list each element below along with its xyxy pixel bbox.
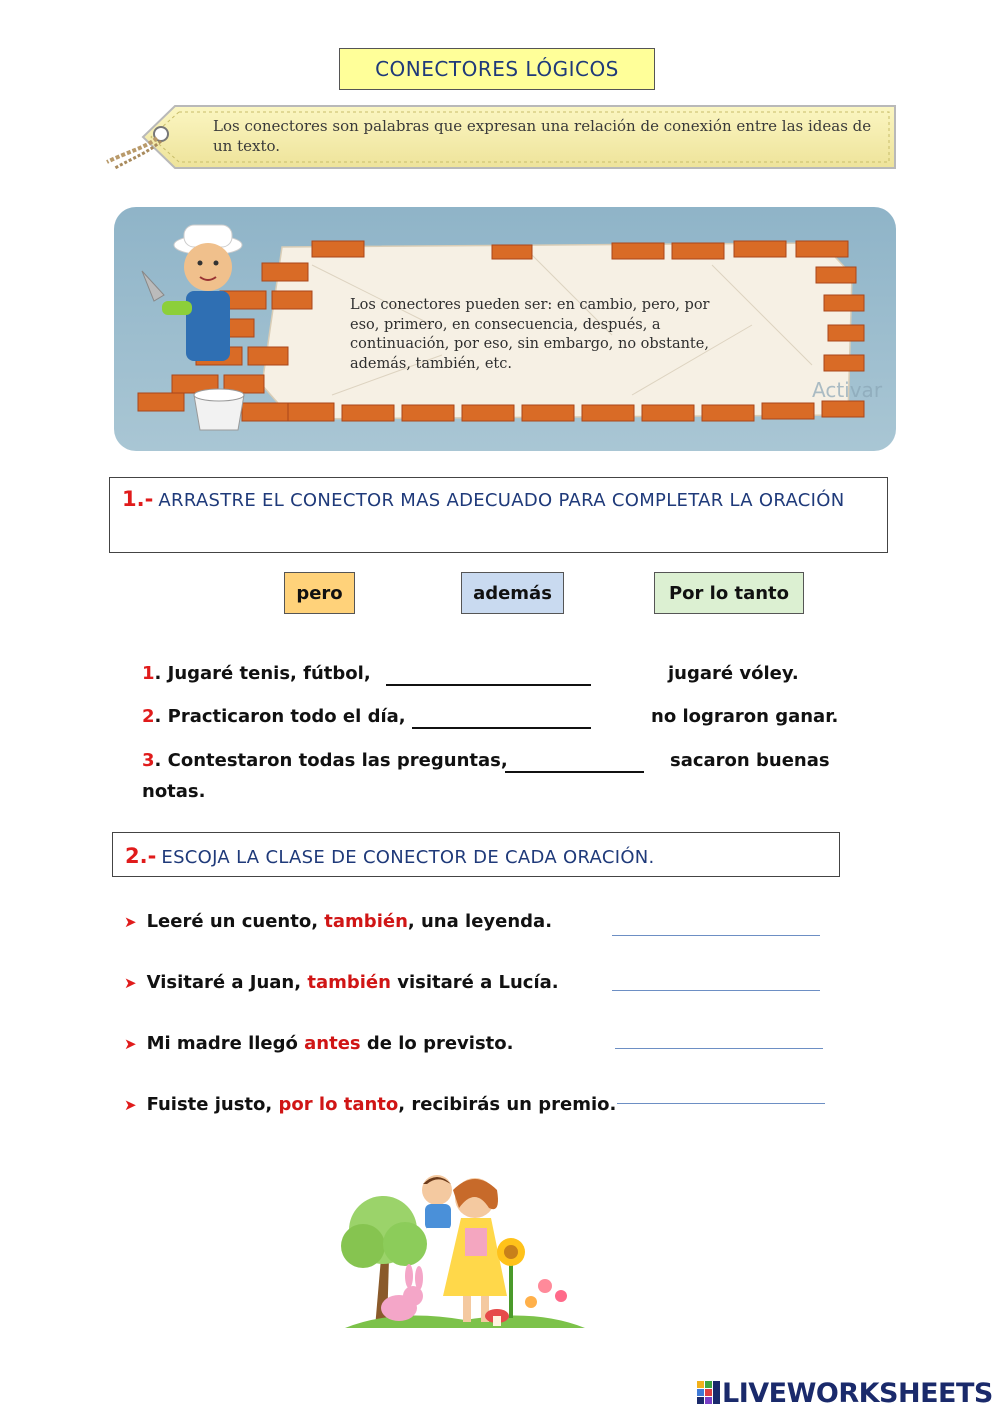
sentence-3-end: sacaron buenas	[670, 750, 830, 771]
answer-line-2[interactable]	[612, 990, 820, 991]
word-chip-pero[interactable]: pero	[284, 572, 355, 614]
item-4-start: Fuiste justo,	[146, 1094, 279, 1115]
classify-item-3	[124, 1033, 513, 1054]
page-title-text: CONECTORES LÓGICOS	[375, 57, 619, 81]
liveworksheets-logo	[696, 1378, 993, 1408]
item-3-end: de lo previsto.	[360, 1033, 514, 1054]
item-3-connector: antes	[304, 1033, 361, 1054]
item-3-start: Mi madre llegó	[146, 1033, 305, 1054]
item-1-end: , una leyenda.	[407, 911, 553, 932]
sentence-1	[142, 663, 371, 684]
section2-title-end: .	[648, 847, 655, 868]
section1-title: ARRASTRE EL CONECTOR MAS ADECUADO PARA COMPLETAR LA ORACIÓN	[158, 490, 845, 511]
item-2-end: visitaré a Lucía.	[390, 972, 559, 993]
mother-child-illustration	[335, 1168, 590, 1338]
sentence-3-start: . Contestaron todas las preguntas,	[154, 750, 508, 771]
sentence-3	[142, 750, 508, 771]
word-chip-por-lo-tanto[interactable]: Por lo tanto	[654, 572, 804, 614]
sentence-2-end: no lograron ganar.	[651, 706, 839, 727]
classify-item-1	[124, 911, 552, 932]
item-4-connector: por lo tanto	[278, 1094, 399, 1115]
section2-header	[112, 832, 840, 877]
page-title	[339, 48, 655, 90]
item-1-start: Leeré un cuento,	[146, 911, 325, 932]
section1-number: 1.-	[122, 487, 154, 511]
answer-line-3[interactable]	[615, 1048, 823, 1049]
sentence-2-start: . Practicaron todo el día,	[154, 706, 406, 727]
drop-blank-3[interactable]	[505, 755, 644, 773]
sentence-1-start: . Jugaré tenis, fútbol,	[154, 663, 371, 684]
connector-examples-text: Los conectores pueden ser: en cambio, pero, por eso, primero, en consecuencia, después, a continuación, por eso, sin embargo, no obstante, además, también, etc.	[350, 297, 710, 372]
drop-blank-2[interactable]	[412, 711, 591, 729]
word-chip-ademas[interactable]: además	[461, 572, 564, 614]
drop-blank-1[interactable]	[386, 668, 591, 686]
sentence-2	[142, 706, 406, 727]
answer-line-4[interactable]	[617, 1103, 825, 1104]
arrow-bullet-icon: ➤	[124, 913, 137, 931]
section1-header	[109, 477, 888, 553]
sentence-3-number: 3	[142, 750, 155, 771]
section2-title: ESCOJA LA CLASE DE CONECTOR DE CADA ORACIÓN	[161, 847, 649, 868]
liveworksheets-logo-icon	[696, 1380, 722, 1406]
item-2-connector: también	[307, 972, 391, 993]
item-2-start: Visitaré a Juan,	[146, 972, 308, 993]
answer-line-1[interactable]	[612, 935, 820, 936]
paint-bucket	[194, 389, 244, 430]
sentence-2-number: 2	[142, 706, 155, 727]
arrow-bullet-icon: ➤	[124, 974, 137, 992]
item-1-connector: también	[324, 911, 408, 932]
item-4-end: , recibirás un premio.	[398, 1094, 617, 1115]
sentence-3-continuation: notas.	[142, 781, 206, 802]
arrow-bullet-icon: ➤	[124, 1096, 137, 1114]
liveworksheets-logo-text: LIVEWORKSHEETS	[722, 1377, 993, 1409]
watermark-text: Activar	[812, 378, 883, 402]
section2-number: 2.-	[125, 844, 157, 868]
classify-item-2	[124, 972, 559, 993]
sentence-1-number: 1	[142, 663, 155, 684]
classify-item-4	[124, 1094, 616, 1115]
definition-text: Los conectores son palabras que expresan una relación de conexión entre las ideas de un texto.	[213, 117, 872, 155]
sentence-1-end: jugaré vóley.	[668, 663, 799, 684]
arrow-bullet-icon: ➤	[124, 1035, 137, 1053]
